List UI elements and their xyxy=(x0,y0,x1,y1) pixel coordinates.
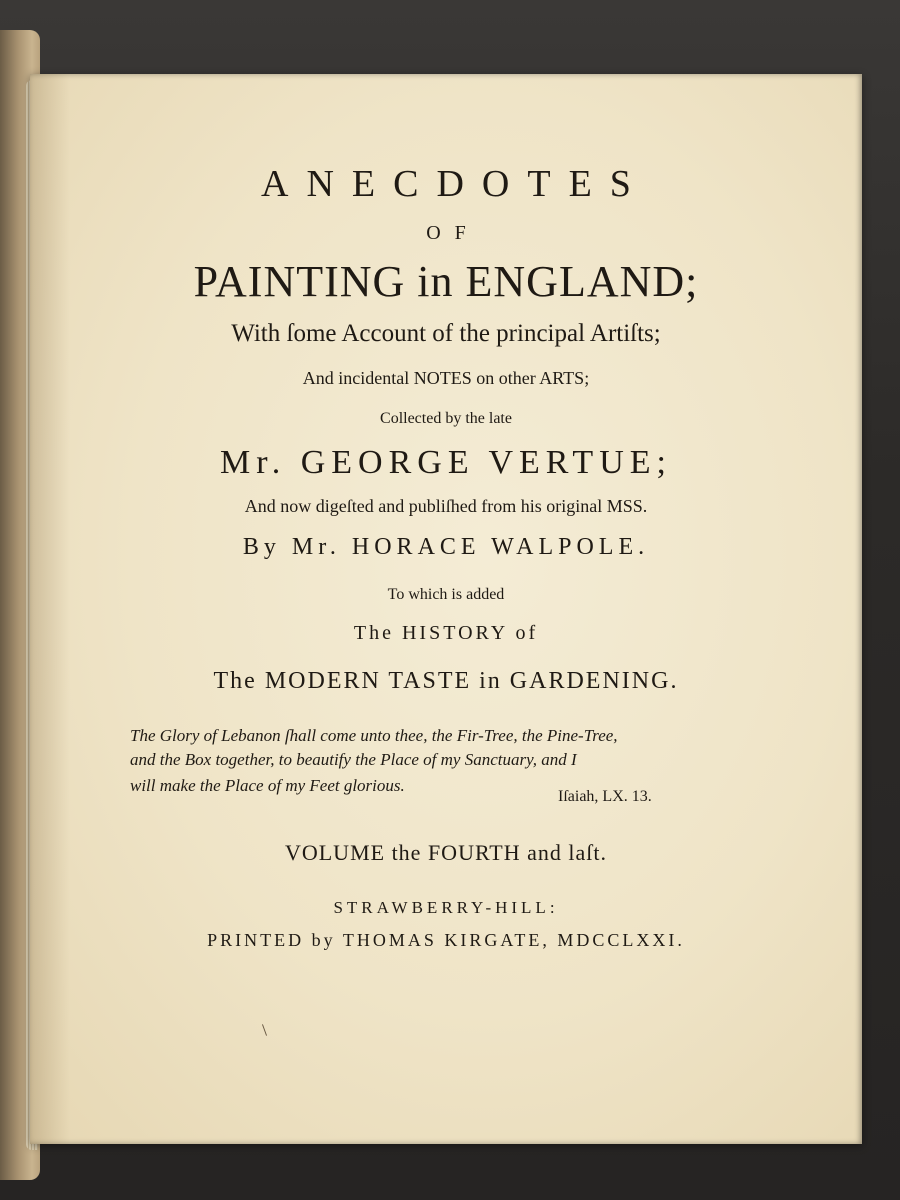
epigraph-line-3: will make the Place of my Feet glorious. xyxy=(130,776,405,795)
epigraph-citation: Iſaiah, LX. 13. xyxy=(558,788,652,805)
digested-note: And now digeſted and publiſhed from his original MSS. xyxy=(244,496,648,516)
title-of: OF xyxy=(426,222,480,244)
imprint-printer: PRINTED by THOMAS KIRGATE, MDCCLXXI. xyxy=(207,930,685,950)
paper-speck xyxy=(262,1024,267,1036)
gardening-title: The MODERN TASTE in GARDENING. xyxy=(213,668,679,694)
imprint-place: STRAWBERRY-HILL: xyxy=(333,898,559,917)
collected-by: Collected by the late xyxy=(380,410,512,427)
author-name: By Mr. HORACE WALPOLE. xyxy=(242,534,650,560)
epigraph-line-2: and the Box together, to beautify the Place of my Sanctuary, and I xyxy=(130,750,577,769)
subtitle-notes: And incidental NOTES on other ARTS; xyxy=(302,368,590,388)
collector-name: Mr. GEORGE VERTUE; xyxy=(220,444,672,481)
title-page xyxy=(30,74,862,1144)
subtitle-account: With ſome Account of the principal Artiſts; xyxy=(231,320,661,347)
volume-line: VOLUME the FOURTH and laſt. xyxy=(284,840,608,865)
history-line: The HISTORY of xyxy=(353,622,539,644)
book-title: ANECDOTES xyxy=(261,163,649,205)
added-note: To which is added xyxy=(387,586,505,603)
book-subject: PAINTING in ENGLAND; xyxy=(193,257,699,306)
epigraph-line-1: The Glory of Lebanon ſhall come unto thee, the Fir-Tree, the Pine-Tree, xyxy=(130,726,618,745)
